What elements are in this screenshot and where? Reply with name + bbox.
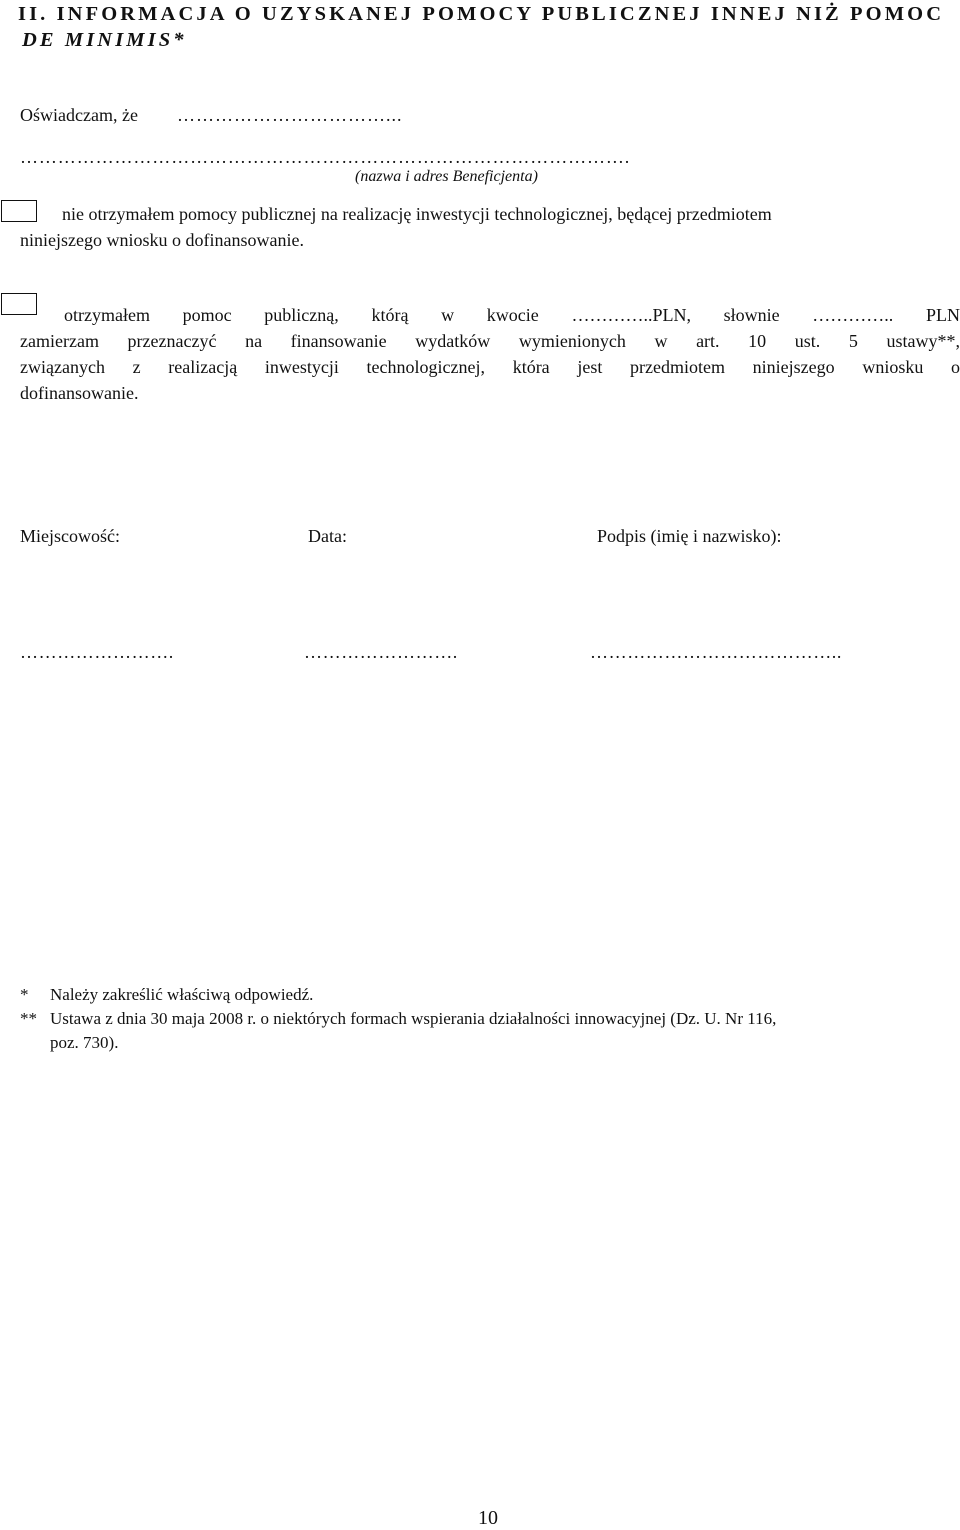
aid-received-text-line-2 bbox=[20, 328, 960, 354]
footnote-1-text: Należy zakreślić właściwą odpowiedź. bbox=[50, 985, 314, 1004]
aid-received-text-line-3-content: związanych z realizacją inwestycji technologicznej, która jest przedmiotem niniejszego wniosku o bbox=[20, 357, 960, 377]
page-number: 10 bbox=[478, 1507, 498, 1529]
aid-received-checkbox[interactable] bbox=[1, 293, 37, 315]
no-aid-text-line-2: niniejszego wniosku o dofinansowanie. bbox=[20, 230, 304, 250]
aid-received-text-line-1-content: otrzymałem pomoc publiczną, którą w kwocie …………..PLN, słownie ………….. PLN bbox=[64, 305, 960, 325]
aid-received-text-line-2-content: zamierzam przeznaczyć na finansowanie wydatków wymienionych w art. 10 ust. 5 ustawy**, bbox=[20, 331, 960, 351]
beneficiary-dots-line-2: ……………………………………………………………………………………. bbox=[20, 147, 631, 167]
no-aid-text-line-1: nie otrzymałem pomocy publicznej na realizację inwestycji technologicznej, będącej przedmiotem bbox=[62, 204, 772, 224]
declaration-intro: Oświadczam, że bbox=[20, 105, 138, 125]
beneficiary-dots-line-1: ……………………………... bbox=[177, 105, 403, 125]
date-label: Data: bbox=[308, 526, 347, 546]
section-heading: II. INFORMACJA O UZYSKANEJ POMOCY PUBLICZNEJ INNEJ NIŻ POMOC bbox=[18, 3, 945, 25]
footnote-2-text-line-2: poz. 730). bbox=[50, 1033, 119, 1052]
section-heading-de-minimis: DE MINIMIS* bbox=[22, 29, 187, 51]
signature-label: Podpis (imię i nazwisko): bbox=[597, 526, 782, 546]
beneficiary-caption: (nazwa i adres Beneficjenta) bbox=[355, 168, 538, 185]
aid-received-text-line-3 bbox=[20, 354, 960, 380]
aid-received-text-line-1 bbox=[64, 302, 960, 328]
no-aid-checkbox[interactable] bbox=[1, 200, 37, 222]
date-field[interactable]: ……………………. bbox=[304, 642, 458, 662]
place-field[interactable]: ……………………. bbox=[20, 642, 174, 662]
aid-received-text-line-4: dofinansowanie. bbox=[20, 383, 139, 403]
place-label: Miejscowość: bbox=[20, 526, 120, 546]
footnote-2-mark: ** bbox=[20, 1009, 37, 1028]
signature-field[interactable]: ………………………………….. bbox=[590, 642, 842, 662]
footnote-1-mark: * bbox=[20, 985, 29, 1004]
footnote-2-text-line-1: Ustawa z dnia 30 maja 2008 r. o niektórych formach wspierania działalności innowacyjnej (Dz. U. Nr 116, bbox=[50, 1009, 777, 1028]
